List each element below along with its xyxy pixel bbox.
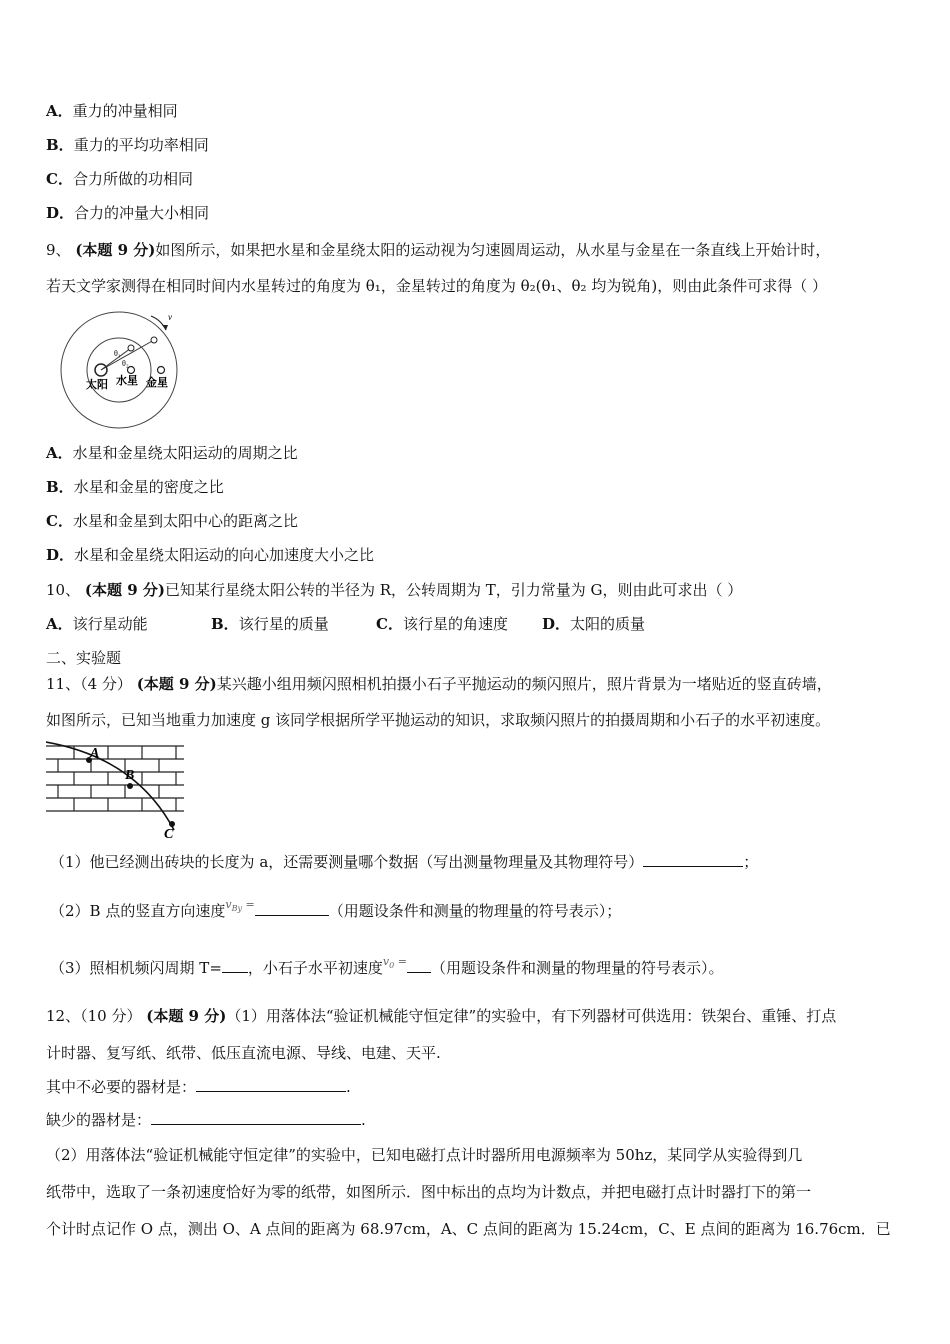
point-b [127,783,133,789]
brick-wall [46,746,184,811]
q11-sub3: （3）照相机频闪周期 T= ，小石子水平初速度$^{v_0 =}$ （用题设条件和测量的物理量的符号表示）。 [50,955,724,977]
q9-stem-line1: 9、 (本题 9 分)如图所示，如果把水星和金星绕太阳的运动视为匀速圆周运动，从水星与金星在一条直线上开始计时， [46,241,831,259]
q9-stem-line2: 若天文学家测得在相同时间内水星转过的角度为 θ₁，金星转过的角度为 θ₂(θ₁、θ₂ 均为锐角)，则由此条件可求得（ ） [46,277,827,295]
v0-symbol: v0 = [382,955,407,971]
q9-option-a: A．水星和金星绕太阳运动的周期之比 [46,444,298,462]
q9-option-d: D．水星和金星绕太阳运动的向心加速度大小之比 [46,546,375,564]
sun-label: 太阳 [86,378,108,391]
orbit-figure [46,308,186,432]
q8-option-b: B．重力的平均功率相同 [46,136,209,154]
theta2-label: θ₂ [122,359,129,368]
q11-stem-line1: 11、（4 分） (本题 9 分)某兴趣小组用频闪照相机拍摄小石子平抛运动的频闪照片，照片背景为一堵贴近的竖直砖墙， [46,675,832,693]
velocity-label: v [168,312,172,322]
q12-missing: 缺少的器材是： . [46,1111,366,1129]
theta1-label: θ₁ [114,349,121,358]
q10-option-c: C．该行星的角速度 [376,615,508,633]
trajectory-curve [46,742,174,830]
answer-blank-6[interactable] [151,1110,361,1125]
mercury-label: 水星 [116,374,138,387]
answer-blank-2[interactable] [255,901,329,916]
q11-stem-line2: 如图所示，已知当地重力加速度 g 该同学根据所学平抛运动的知识，求取频闪照片的拍摄周期和小石子的水平初速度。 [46,711,831,729]
q9-option-b: B．水星和金星的密度之比 [46,478,224,496]
label-c: C [164,827,174,840]
answer-blank-4[interactable] [407,958,431,973]
label-b: B [125,768,135,783]
q12-stem-line1: 12、（10 分） (本题 9 分)（1）用落体法“验证机械能守恒定律”的实验中，有下列器材可供选用：铁架台、重锤、打点 [46,1007,837,1025]
vby-symbol: vBy = [225,898,255,914]
q12-stem-line2: 计时器、复写纸、纸带、低压直流电源、导线、电建、天平. [46,1044,441,1062]
venus-icon [158,367,165,374]
answer-blank-1[interactable] [643,852,743,867]
q8-option-c: C．合力所做的功相同 [46,170,193,188]
q9-option-c: C．水星和金星到太阳中心的距离之比 [46,512,298,530]
q10-option-d: D．太阳的质量 [542,615,646,633]
mercury-later-icon [128,345,134,351]
section-title: 二、实验题 [46,649,122,667]
q10-options [46,614,645,634]
label-a: A [90,746,100,761]
venus-label: 金星 [146,376,168,389]
q12-part2-line3: 个计时点记作 O 点，测出 O、A 点间的距离为 68.97cm，A、C 点间的距离为 15.24cm，C、E 点间的距离为 16.76cm．已 [46,1220,891,1238]
q8-option-d: D．合力的冲量大小相同 [46,204,210,222]
q11-sub1: （1）他已经测出砖块的长度为 a，还需要测量哪个数据（写出测量物理量及其物理符号） ； [50,853,759,871]
venus-later-icon [151,337,157,343]
answer-blank-3[interactable] [222,958,248,973]
q12-part2-line1: （2）用落体法“验证机械能守恒定律”的实验中，已知电磁打点计时器所用电源频率为 50hz，某同学从实验得到几 [46,1146,803,1164]
q10-option-a: A．该行星动能 [46,615,148,633]
q8-option-a: A．重力的冲量相同 [46,102,178,120]
answer-blank-5[interactable] [196,1077,346,1092]
q11-sub2: （2）B 点的竖直方向速度$^{v_{By} =}$ （用题设条件和测量的物理量的符号表示）； [50,898,622,920]
q12-unneeded: 其中不必要的器材是： . [46,1078,351,1096]
q12-part2-line2: 纸带中，选取了一条初速度恰好为零的纸带，如图所示．图中标出的点均为计数点，并把电磁打点计时器打下的第一 [46,1183,812,1201]
brick-wall-figure [46,740,196,840]
q10-option-b: B．该行星的质量 [211,615,329,633]
q10-stem: 10、 (本题 9 分)已知某行星绕太阳公转的半径为 R，公转周期为 T，引力常量为 G，则由此可求出（ ） [46,581,743,599]
